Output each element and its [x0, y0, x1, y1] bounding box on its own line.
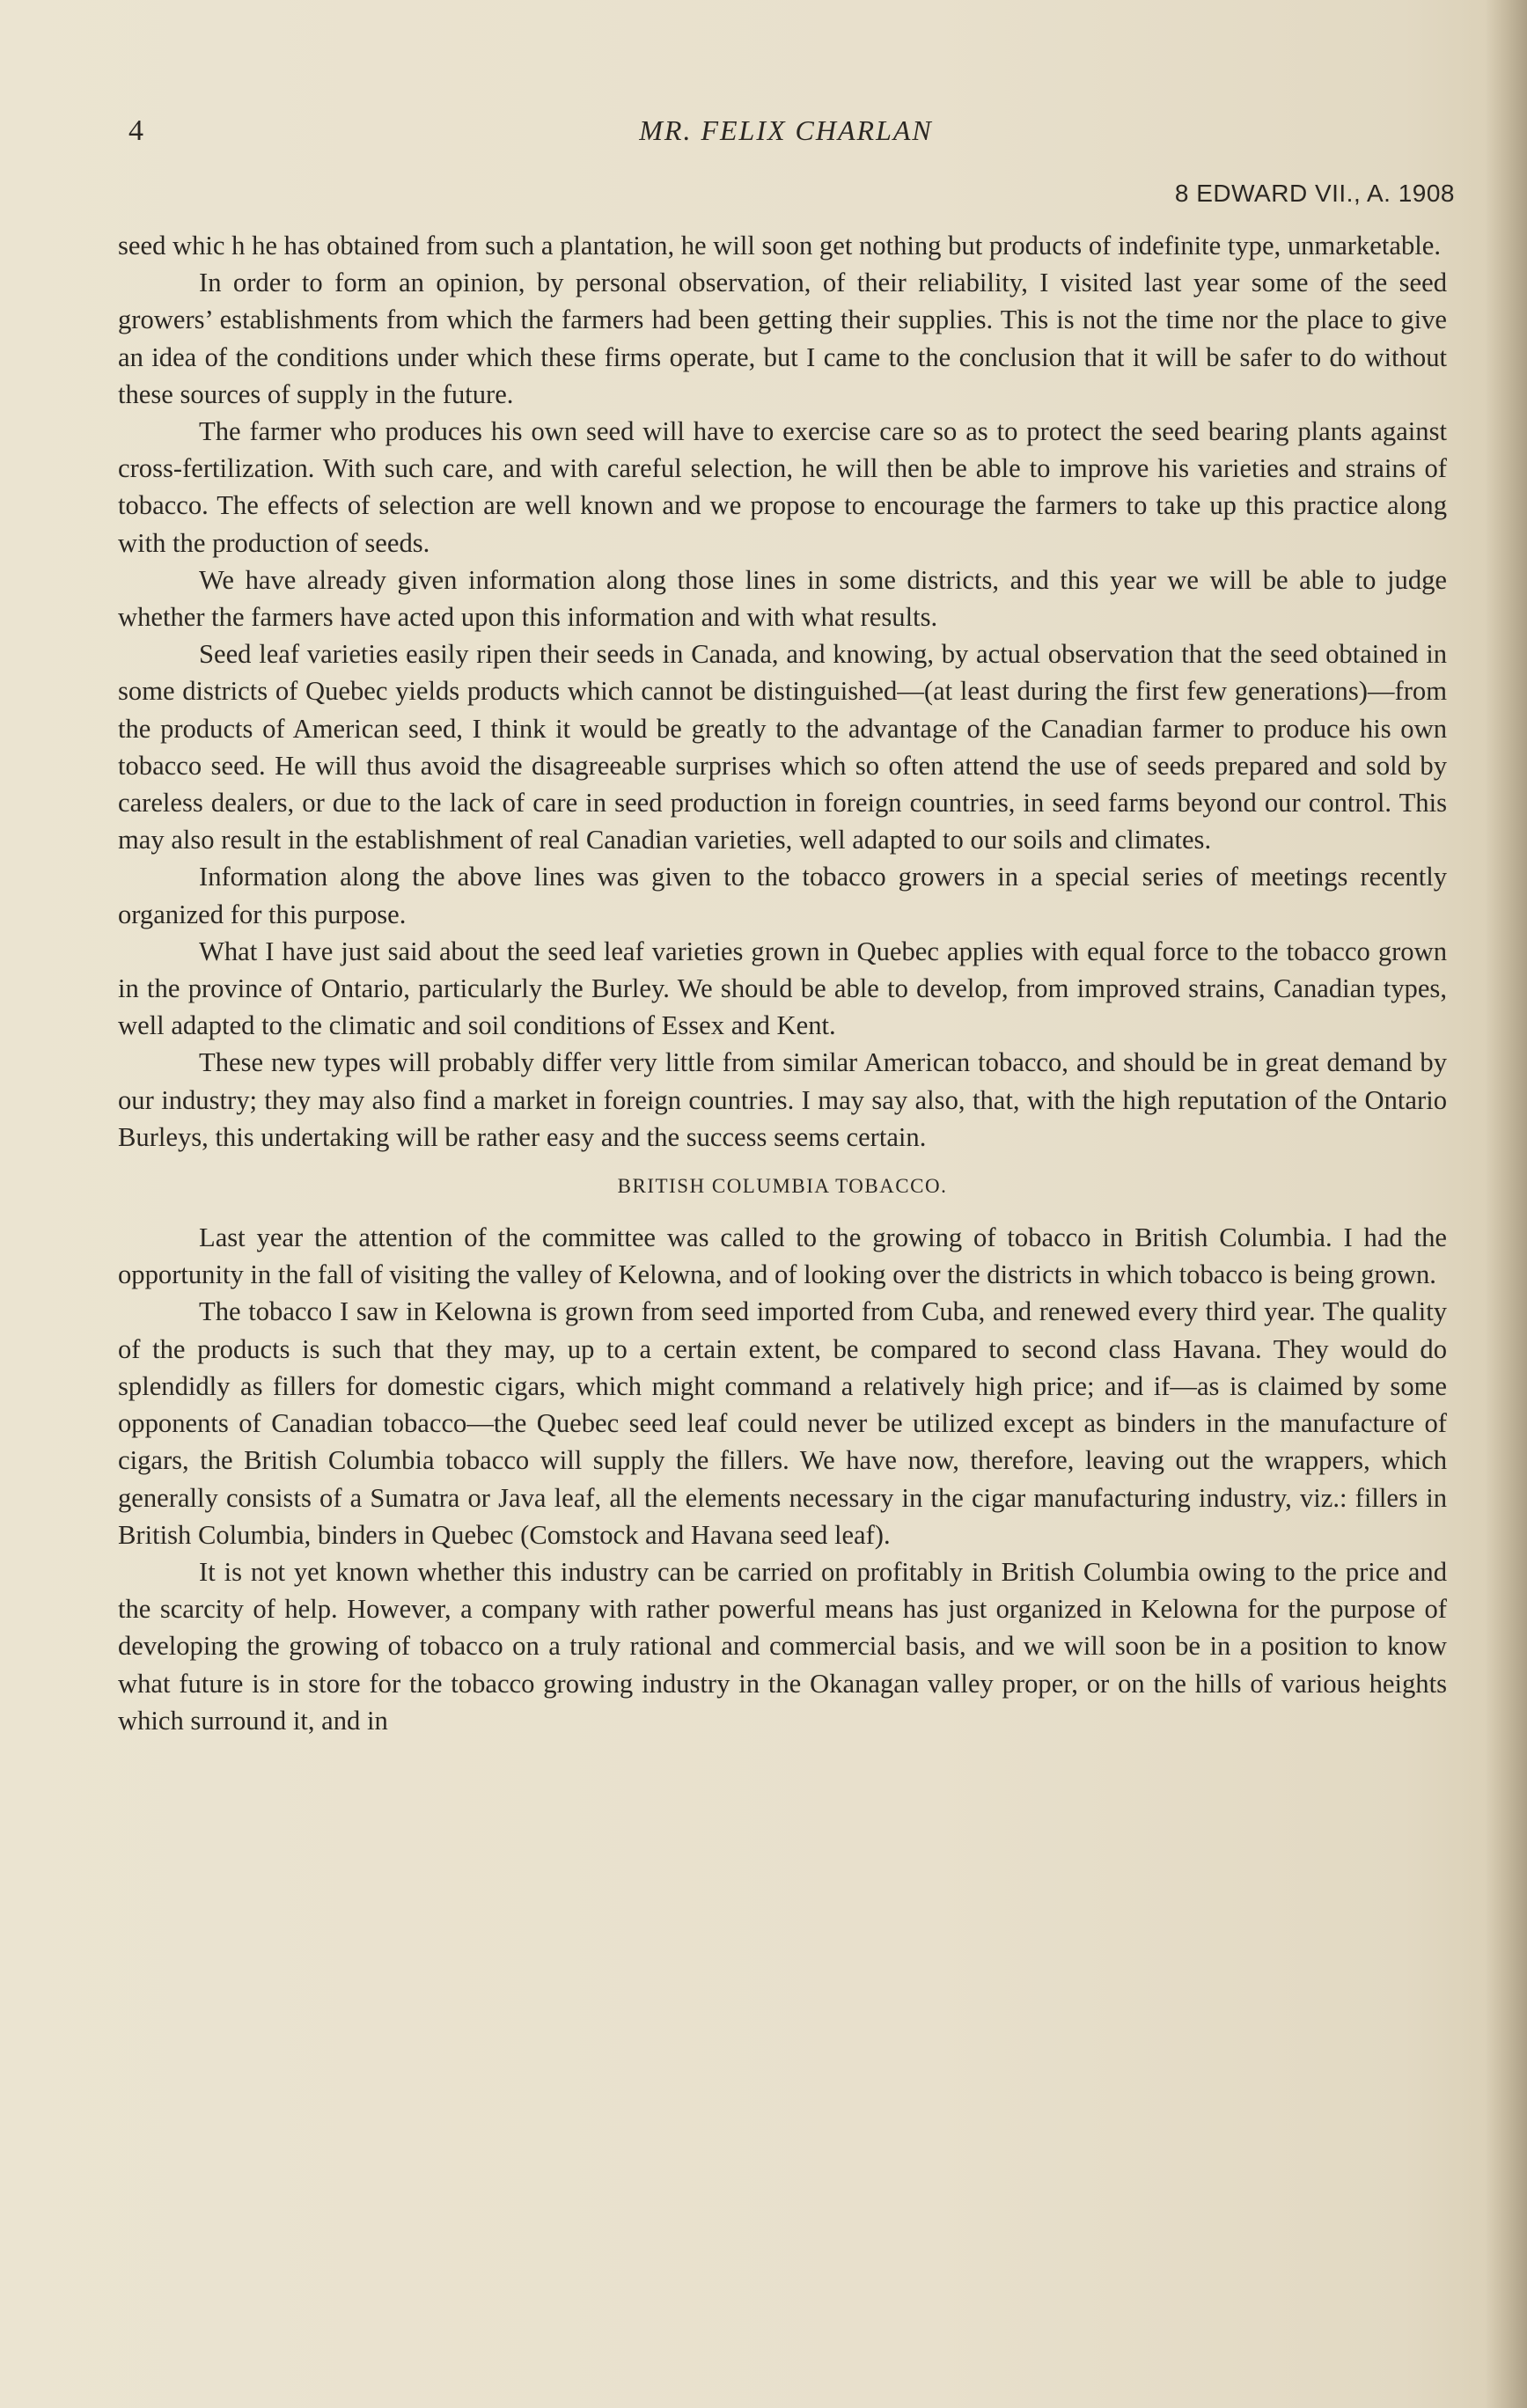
page-header	[121, 107, 1450, 160]
running-head: MR. FELIX CHARLAN	[639, 114, 933, 146]
paragraph-cross-fertilization: The farmer who produces his own seed will have to exercise care so as to protect the seed bearing plants against cross-fertilization. With such care, and with careful selection, he will then be able to improve his varieties and strains of tobacco. The effects of selection are well known and we propose to encourage the farmers to take up this practice along with the production of seeds.	[118, 416, 1447, 558]
paragraph-seed-leaf-varieties: Seed leaf varieties easily ripen their seeds in Canada, and knowing, by actual observation that the seed obtained in some districts of Quebec yields products which cannot be distinguished—(at least during the first few generations)—from the products of American seed, I think it would be greatly to the advantage of the Canadian farmer to produce his own tobacco seed. He will thus avoid the disagreeable surprises which so often attend the use of seeds prepared and sold by careless dealers, or due to the lack of care in seed production in foreign countries, in seed farms beyond our control. This may also result in the establishment of real Canadian varieties, well adapted to our soils and climates.	[118, 639, 1447, 855]
section-heading: BRITISH COLUMBIA TOBACCO.	[617, 1175, 948, 1198]
paragraph-information-given: We have already given information along those lines in some districts, and this year we will be able to judge whether the farmers have acted upon this information and with what results.	[118, 564, 1447, 633]
body-text	[118, 227, 1447, 1739]
session-reference: 8 EDWARD VII., A. 1908	[1174, 180, 1455, 207]
paragraph-new-types: These new types will probably differ very little from similar American tobacco, and should be in great demand by our industry; they may also find a market in foreign countries. I may say also, that, with the high reputation of the Ontario Burleys, this undertaking will be rather easy and the success seems certain.	[118, 1047, 1447, 1152]
paragraph-ontario-burley: What I have just said about the seed leaf varieties grown in Quebec applies with equal force to the tobacco grown in the province of Ontario, particularly the Burley. We should be able to develop, from improved strains, Canadian types, well adapted to the climatic and soil conditions of Essex and Kent.	[118, 936, 1447, 1041]
paragraph-meetings: Information along the above lines was given to the tobacco growers in a special series of meetings recently organized for this purpose.	[118, 862, 1447, 929]
page-spine-shadow	[1485, 0, 1527, 2408]
paragraph-industry-outlook: It is not yet known whether this industry can be carried on profitably in British Columbia owing to the price and the scarcity of help. However, a company with rather powerful means has just organized in Kelowna for the purpose of developing the growing of tobacco on a truly rational and commercial basis, and we will soon be in a position to know what future is in store for the tobacco growing industry in the Okanagan valley proper, or on the hills of various heights which surround it, and in	[118, 1556, 1447, 1736]
paragraph-british-columbia: Last year the attention of the committee was called to the growing of tobacco in British Columbia. I had the opportunity in the fall of visiting the valley of Kelowna, and of looking over the districts in which tobacco is being grown.	[118, 1222, 1447, 1290]
page-number: 4	[128, 114, 143, 147]
paragraph-kelowna-tobacco: The tobacco I saw in Kelowna is grown from seed imported from Cuba, and renewed every third year. The quality of the products is such that they may, up to a certain extent, be compared to second class Havana. They would do splendidly as fillers for domestic cigars, which might command a relatively high price; and if—as is claimed by some opponents of Canadian tobacco—the Quebec seed leaf could never be utilized except as binders in the manufacture of cigars, the British Columbia tobacco will supply the fillers. We have now, therefore, leaving out the wrappers, which generally consists of a Sumatra or Java leaf, all the elements necessary in the cigar manufacturing industry, viz.: fillers in British Columbia, binders in Quebec (Comstock and Havana seed leaf).	[118, 1296, 1447, 1550]
paragraph-seed-growers: In order to form an opinion, by personal observation, of their reliability, I visited last year some of the seed growers’ establishments from which the farmers had been getting their supplies. This is not the time nor the place to give an idea of the conditions under which these firms operate, but I came to the conclusion that it will be safer to do without these sources of supply in the future.	[118, 268, 1447, 409]
paragraph-continued: seed whic h he has obtained from such a plantation, he will soon get nothing but products of indefinite type, unmarketable.	[118, 231, 1441, 261]
